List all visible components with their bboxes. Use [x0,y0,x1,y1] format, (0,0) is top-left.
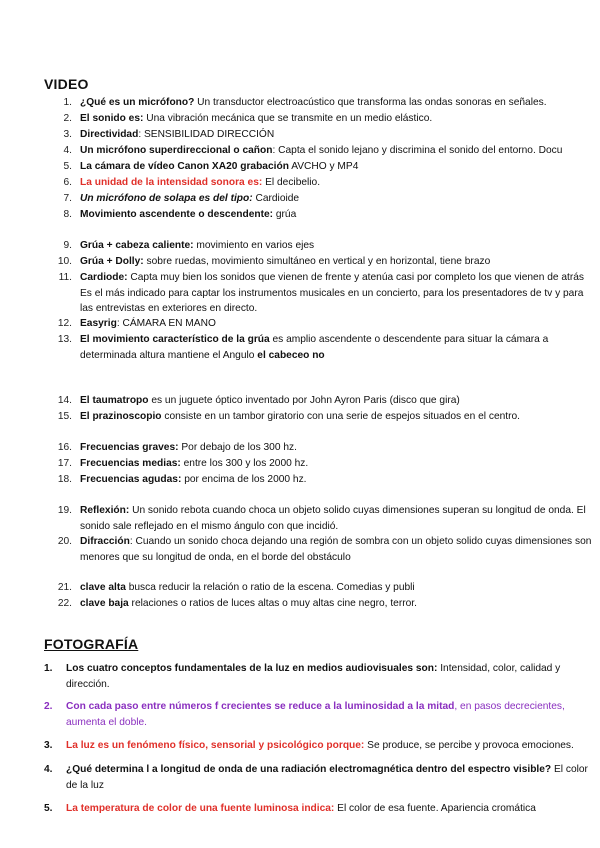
list-item [50,456,592,472]
item-term: La cámara de vídeo Canon XA20 grabación [80,161,289,172]
item-term: clave alta [80,582,126,593]
item-number: 2. [44,701,53,712]
item-term: El movimiento característico de la grúa [80,334,270,345]
list-item [44,801,592,817]
item-number: 2. [63,113,72,124]
list-item [50,175,592,191]
item-term: Un micrófono de solapa es del tipo: [80,193,253,204]
item-number: 19. [57,505,72,516]
list-item [50,95,592,111]
item-term: La temperatura de color de una fuente luminosa indica: [66,803,335,814]
item-definition: : CÁMARA EN MANO [116,318,216,329]
item-definition: Un sonido rebota cuando choca un objeto solido cuyas dimensiones superan su longitud de onda. El sonido sale reflejado en el mismo ángulo con que incidió. [80,505,586,532]
item-definition: grúa [273,209,297,220]
list-item [50,191,592,207]
list-item [50,332,592,363]
item-term: Los cuatro conceptos fundamentales de la luz en medios audiovisuales son: [66,663,438,674]
item-number: 17. [57,458,72,469]
list-item [50,127,592,143]
item-number: 15. [57,411,72,422]
item-definition: Intensidad, color, calidad y dirección. [66,663,561,690]
item-definition: El color de la luz [66,764,588,791]
list-item [50,316,592,332]
item-term: Frecuencias medias: [80,458,181,469]
list-item [44,699,592,730]
item-number: 18. [57,474,72,485]
item-term: Frecuencias agudas: [80,474,182,485]
item-definition: Una vibración mecánica que se transmite en un medio elástico. [143,113,433,124]
item-definition: : SENSIBILIDAD DIRECCIÓN [138,129,275,140]
item-number: 21. [57,582,72,593]
item-definition: es amplio ascendente o descendente para situar la cámara a determinada altura mantiene el Angulo [80,334,549,361]
item-number: 4. [63,145,72,156]
item-term: La unidad de la intensidad sonora es: [80,177,263,188]
item-number: 3. [63,129,72,140]
list-item [50,270,592,317]
item-number: 4. [44,764,53,775]
item-definition: relaciones o ratios de luces altas o muy altas cine negro, terror. [128,598,417,609]
list-item [50,254,592,270]
fotografia-heading: FOTOGRAFÍA [44,636,139,652]
list-item [44,738,592,754]
item-term: Directividad [80,129,139,140]
list-item [50,534,592,565]
list-item [50,503,592,534]
item-number: 5. [63,161,72,172]
item-definition: sobre ruedas, movimiento simultáneo en vertical y en horizontal, tiene brazo [143,256,491,267]
item-term: ¿Qué es un micrófono? [80,97,195,108]
item-term: Frecuencias graves: [80,442,179,453]
item-term: La luz es un fenómeno físico, sensorial y psicológico porque: [66,740,365,751]
item-definition: movimiento en varios ejes [193,240,315,251]
item-number: 9. [63,240,72,251]
item-number: 20. [57,536,72,547]
item-definition: : Cuando un sonido choca dejando una región de sombra con un objeto solido cuyas dimensiones son menores que su longitud de onda, en el borde del obstáculo [80,536,592,563]
item-definition: Cardioide [252,193,300,204]
item-definition: Se produce, se percibe y provoca emociones. [364,740,574,751]
item-term: Movimiento ascendente o descendente: [80,209,274,220]
item-number: 10. [57,256,72,267]
list-item [50,111,592,127]
item-number: 16. [57,442,72,453]
item-term: Easyrig [80,318,117,329]
item-term: El taumatropo [80,395,149,406]
item-number: 3. [44,740,53,751]
list-item [50,159,592,175]
list-item [50,472,592,488]
item-emphasis: el cabeceo no [257,349,325,361]
list-item [50,238,592,254]
list-item [50,596,592,612]
item-number: 7. [63,193,72,204]
item-definition: es un juguete óptico inventado por John Ayron Paris (disco que gira) [148,395,460,406]
item-definition: Capta muy bien los sonidos que vienen de frente y atenúa casi por completo los que vienen de atrás Es el más indicado para captar los instrumentos musicales en un concierto, para los presentadores de tv y para las entrevistas en exteriores en directo. [80,272,585,314]
item-term: Grúa + Dolly: [80,256,144,267]
item-term: clave baja [80,598,129,609]
item-definition: busca reducir la relación o ratio de la escena. Comedias y publi [125,582,415,593]
item-number: 22. [57,598,72,609]
item-definition: Por debajo de los 300 hz. [178,442,297,453]
item-number: 14. [57,395,72,406]
item-term: El prazinoscopio [80,411,162,422]
item-number: 5. [44,803,53,814]
item-number: 12. [57,318,72,329]
list-item [44,661,592,692]
list-item [50,440,592,456]
item-term: Con cada paso entre números f crecientes se reduce a la luminosidad a la mitad [66,701,455,712]
item-number: 8. [63,209,72,220]
list-item [50,409,592,425]
list-item [50,580,592,596]
item-definition: , en pasos decrecientes, aumenta el doble. [66,701,565,728]
item-definition: : Capta el sonido lejano y discrimina el sonido del entorno. Docu [272,145,563,156]
item-number: 1. [44,663,53,674]
item-number: 1. [63,97,72,108]
item-term: Grúa + cabeza caliente: [80,240,194,251]
list-item [50,393,592,409]
list-item [50,207,592,223]
item-definition: AVCHO y MP4 [288,161,359,172]
item-number: 6. [63,177,72,188]
item-definition: por encima de los 2000 hz. [181,474,307,485]
list-item [50,143,592,159]
item-term: Cardiode: [80,272,128,283]
item-definition: entre los 300 y los 2000 hz. [180,458,309,469]
video-heading: VIDEO [44,76,89,92]
item-definition: consiste en un tambor giratorio con una serie de espejos situados en el centro. [161,411,520,422]
item-term: Difracción [80,536,130,547]
item-term: ¿Qué determina l a longitud de onda de una radiación electromagnética dentro del espectro visible? [66,764,552,775]
item-term: Un micrófono superdireccional o cañon [80,145,273,156]
item-definition: El color de esa fuente. Apariencia cromática [334,803,536,814]
item-definition: Un transductor electroacústico que transforma las ondas sonoras en señales. [194,97,547,108]
list-item [44,762,592,793]
item-number: 11. [58,272,72,283]
item-definition: El decibelio. [262,177,321,188]
item-number: 13. [57,334,72,345]
item-term: Reflexión: [80,505,130,516]
item-term: El sonido es: [80,113,144,124]
